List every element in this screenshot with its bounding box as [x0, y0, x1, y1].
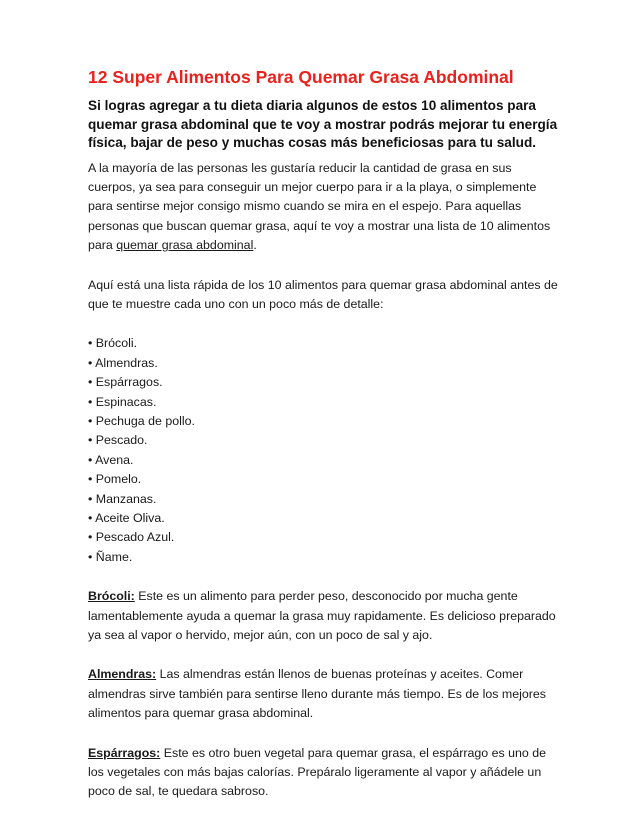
section-text: Este es otro buen vegetal para quemar grasa, el espárrago es uno de los vegetales con más bajas calorías. Prepáralo ligeramente al vapor y añádele un poco de sal, te quedara sabroso. — [88, 745, 547, 799]
section-term: Almendras: — [88, 667, 157, 682]
list-item: • Aceite Oliva. — [88, 511, 165, 525]
quemar-grasa-link[interactable]: quemar grasa abdominal — [116, 238, 254, 253]
list-item: • Brócoli. — [88, 336, 138, 351]
list-item: • Almendras. — [88, 355, 158, 370]
section-term: Brócoli: — [88, 589, 135, 604]
page-title: 12 Super Alimentos Para Quemar Grasa Abdominal — [88, 67, 514, 87]
spacer — [88, 314, 558, 334]
list-item: • Espinacas. — [88, 394, 157, 409]
list-item: • Pescado Azul. — [88, 530, 175, 545]
section-text: Las almendras están llenos de buenas proteínas y aceites. Comer almendras sirve también para sentirse lleno durante más tiempo. Es de los mejores alimentos para quemar grasa abdominal. — [88, 667, 546, 721]
list-item: • Ñame. — [88, 549, 133, 564]
section-term: Espárragos: — [88, 745, 161, 760]
spacer — [88, 256, 558, 276]
section-brocoli — [88, 587, 558, 645]
document-page — [88, 66, 558, 802]
spacer — [88, 645, 558, 665]
section-esparragos — [88, 744, 558, 802]
section-almendras — [88, 665, 558, 723]
spacer — [88, 567, 558, 587]
spacer — [88, 724, 558, 744]
list-item: • Manzanas. — [88, 491, 157, 506]
list-item: • Avena. — [88, 452, 134, 467]
section-text: Este es un alimento para perder peso, desconocido por mucha gente lamentablemente ayuda a quemar la grasa muy rapidamente. Es delicioso preparado ya sea al vapor o hervido, mejor aún, con un poco de sal y ajo. — [88, 589, 556, 643]
lead-paragraph: Si logras agregar a tu dieta diaria algunos de estos 10 alimentos para quemar grasa abdominal que te voy a mostrar podrás mejorar tu energía física, bajar de peso y muchas cosas más beneficiosas para tu salud. — [88, 98, 558, 150]
intro-paragraph — [88, 159, 558, 256]
food-list — [88, 334, 558, 567]
list-intro-paragraph: Aquí está una lista rápida de los 10 alimentos para quemar grasa abdominal antes de que te muestre cada uno con un poco más de detalle: — [88, 277, 558, 311]
list-item: • Pechuga de pollo. — [88, 413, 195, 428]
intro-text: A la mayoría de las personas les gustaría reducir la cantidad de grasa en sus cuerpos, ya sea para conseguir un mejor cuerpo para ir a la playa, o simplemente para sentirse mejor consigo mismo cuando se mira en el espejo. Para aquellas personas que buscan quemar grasa, aquí te voy a mostrar una lista de 10 alimentos para — [88, 160, 551, 253]
list-item: • Espárragos. — [88, 375, 163, 390]
list-item: • Pomelo. — [88, 472, 142, 487]
list-item: • Pescado. — [88, 433, 148, 448]
intro-end: . — [253, 238, 257, 253]
